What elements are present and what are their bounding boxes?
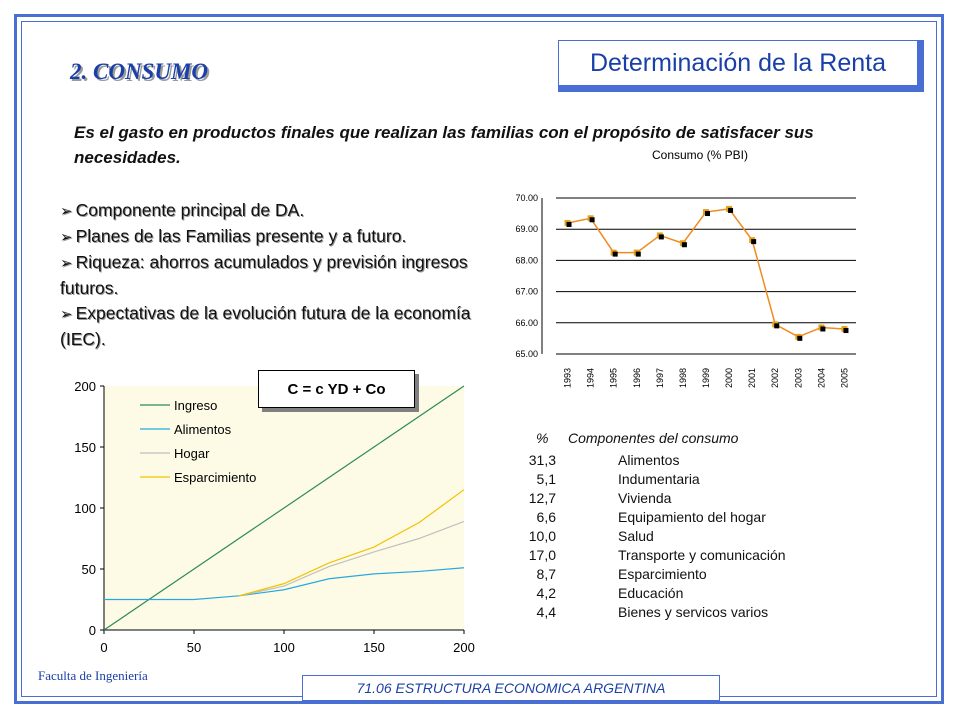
- x-tick-label: 1996: [631, 367, 642, 388]
- arrow-bullet-icon: ➢: [60, 229, 73, 246]
- table-row: [500, 509, 820, 528]
- component-value: 6,6: [536, 509, 556, 525]
- table-row: [500, 471, 820, 490]
- y-tick-label: 100: [74, 501, 96, 516]
- data-point: [567, 222, 572, 227]
- data-point: [636, 252, 641, 257]
- x-tick-label: 1993: [562, 367, 573, 388]
- data-point: [728, 208, 733, 213]
- bullet-list: [60, 198, 490, 352]
- y-tick-label: 67.00: [515, 286, 538, 297]
- bullet-item: [60, 198, 490, 224]
- y-tick-label: 50: [81, 562, 96, 577]
- footer-faculty: Faculta de Ingeniería: [38, 668, 148, 683]
- table-row: [500, 604, 820, 623]
- y-tick-label: 150: [74, 440, 96, 455]
- x-tick-label: 2004: [816, 367, 827, 388]
- components-rows: [500, 452, 820, 623]
- component-label: Educación: [618, 585, 684, 601]
- bullet-item: [60, 224, 490, 250]
- y-tick-label: 70.00: [515, 193, 538, 203]
- x-tick-label: 1994: [585, 367, 596, 388]
- legend-label: Hogar: [174, 446, 210, 461]
- table-row: [500, 547, 820, 566]
- footer-course: 71.06 ESTRUCTURA ECONOMICA ARGENTINA: [302, 675, 720, 701]
- component-value: 4,2: [536, 585, 556, 601]
- component-value: 12,7: [528, 490, 556, 506]
- y-tick-label: 66.00: [515, 317, 538, 328]
- component-label: Bienes y servicos varios: [618, 604, 769, 620]
- arrow-bullet-icon: ➢: [60, 306, 73, 323]
- definition-text: Es el gasto en productos finales que realizan las familias con el propósito de satisfacer sus necesidades.: [74, 123, 814, 167]
- x-tick-label: 1999: [701, 367, 711, 388]
- bullet-text: Expectativas de la evolución futura de la economía (IEC).: [60, 303, 471, 349]
- arrow-bullet-icon: ➢: [60, 203, 73, 220]
- bullet-item: [60, 301, 490, 352]
- x-tick-label: 1998: [677, 367, 688, 388]
- component-value: 17,0: [528, 547, 556, 563]
- header-pct: %: [536, 430, 549, 446]
- data-point: [751, 239, 756, 244]
- data-point: [682, 242, 687, 247]
- x-tick-label: 2002: [770, 367, 781, 388]
- x-tick-label: 2001: [747, 367, 758, 388]
- data-point: [590, 217, 595, 222]
- component-value: 10,0: [528, 528, 556, 544]
- y-tick-label: 0: [88, 623, 96, 638]
- data-point: [613, 252, 618, 257]
- bullet-item: [60, 250, 490, 301]
- component-label: Vivienda: [618, 490, 672, 506]
- legend-label: Esparcimiento: [174, 470, 257, 485]
- component-label: Alimentos: [618, 452, 680, 468]
- x-tick-label: 2003: [793, 367, 804, 388]
- x-tick-label: 1997: [654, 367, 665, 388]
- bullet-text: Riqueza: ahorros acumulados y previsión ingresos futuros.: [60, 252, 468, 298]
- table-row: [500, 566, 820, 585]
- x-tick-label: 1995: [608, 367, 619, 388]
- x-tick-label: 2005: [839, 367, 850, 388]
- component-value: 4,4: [536, 604, 556, 620]
- bullet-text: Planes de las Familias presente y a futuro.: [75, 226, 407, 246]
- bullet-text: Componente principal de DA.: [75, 200, 305, 220]
- y-tick-label: 68.00: [515, 255, 538, 266]
- x-tick-label: 150: [363, 640, 385, 655]
- arrow-bullet-icon: ➢: [60, 255, 73, 272]
- legend-label: Ingreso: [174, 398, 218, 413]
- component-label: Equipamiento del hogar: [618, 509, 766, 525]
- header-label: Componentes del consumo: [568, 430, 739, 446]
- components-table-header: [518, 430, 820, 452]
- x-tick-label: 200: [453, 640, 475, 655]
- table-row: [500, 528, 820, 547]
- ingreso-consumo-chart: [60, 370, 490, 670]
- data-point: [797, 336, 802, 341]
- data-point: [659, 234, 664, 239]
- section-title: 2. CONSUMO: [70, 59, 209, 84]
- table-row: [500, 452, 820, 471]
- component-label: Esparcimiento: [618, 566, 707, 582]
- consumo-pbi-chart: [500, 140, 870, 390]
- x-tick-label: 100: [273, 640, 295, 655]
- legend-label: Alimentos: [174, 422, 232, 437]
- table-row: [500, 585, 820, 604]
- data-point: [774, 323, 779, 328]
- data-point: [843, 328, 848, 333]
- chart-title: Consumo (% PBI): [651, 148, 749, 162]
- table-row: [500, 490, 820, 509]
- x-tick-label: 50: [186, 640, 202, 655]
- component-label: Indumentaria: [618, 471, 700, 487]
- component-value: 31,3: [528, 452, 556, 468]
- consumption-formula: C = c YD + Co: [258, 370, 415, 408]
- title-box-shadow: [558, 40, 924, 92]
- component-value: 8,7: [536, 566, 556, 582]
- component-label: Salud: [618, 528, 654, 544]
- y-tick-label: 69.00: [515, 224, 538, 235]
- y-tick-label: 200: [74, 379, 96, 394]
- x-tick-label: 0: [100, 640, 108, 655]
- component-value: 5,1: [536, 471, 556, 487]
- component-label: Transporte y comunicación: [618, 547, 786, 563]
- data-point: [705, 211, 710, 216]
- slide-header-title: Determinación de la Renta: [558, 40, 918, 86]
- y-tick-label: 65.00: [515, 349, 538, 359]
- x-tick-label: 2000: [724, 367, 735, 388]
- series-line: [568, 209, 845, 337]
- components-table: [500, 430, 820, 623]
- data-point: [820, 326, 825, 331]
